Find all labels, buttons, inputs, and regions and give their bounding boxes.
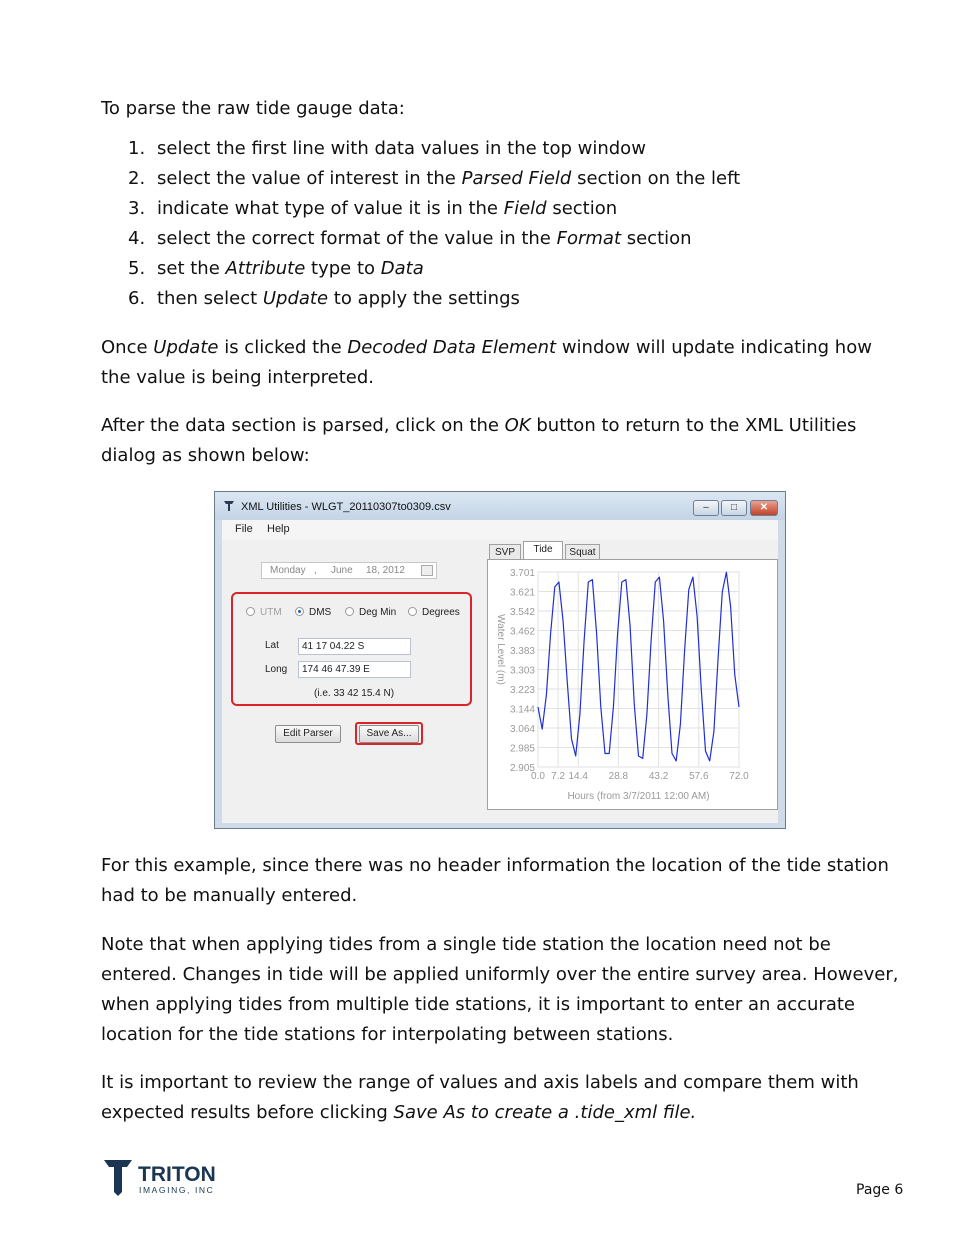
close-button[interactable]: ✕: [750, 500, 778, 516]
step-4: [128, 224, 692, 254]
step-emphasis: Update: [262, 288, 329, 309]
ok-paragraph: [101, 411, 901, 471]
step-3: [128, 194, 617, 224]
y-tick-label: 2.905: [509, 763, 535, 774]
logo-name: TRITON: [138, 1163, 216, 1186]
radio-degrees[interactable]: [408, 607, 460, 618]
step-text: section: [546, 198, 618, 219]
step-number: 2.: [128, 168, 146, 189]
step-text: section on the left: [571, 168, 741, 189]
xml-utilities-window: [214, 491, 786, 829]
y-tick-label: 3.064: [509, 724, 535, 735]
text-run: button to return to the XML Utilities dialog as shown below:: [101, 415, 857, 466]
text-run: It is important to review the range of values and axis labels and compare them with expected results before clicking: [101, 1072, 859, 1123]
step-number: 5.: [128, 258, 146, 279]
text-run: is clicked the: [218, 337, 348, 358]
tab-svp[interactable]: SVP: [489, 544, 521, 560]
menu-help[interactable]: Help: [267, 523, 290, 535]
text-run: window will update indicating how the value is being interpreted.: [101, 337, 872, 388]
date-day-number: 18, 2012: [366, 565, 405, 576]
y-tick-label: 3.144: [509, 704, 535, 716]
text-run: Once: [101, 337, 154, 358]
example-paragraph: For this example, since there was no header information the location of the tide station had to be manually entered.: [101, 855, 889, 906]
y-tick-label: 3.701: [509, 568, 535, 579]
tab-tide[interactable]: Tide: [523, 541, 563, 560]
step-number: 6.: [128, 288, 146, 309]
step-text: select the value of interest in the: [157, 168, 462, 189]
triton-logo-mark: [104, 1158, 224, 1198]
step-emphasis: Field: [503, 198, 547, 219]
date-month: June: [331, 565, 353, 576]
step-2: [128, 164, 740, 194]
radio-label: Degrees: [422, 607, 460, 618]
y-axis-label: Water Level (m): [495, 614, 506, 685]
review-paragraph: [101, 1068, 901, 1128]
radio-circle-icon: [345, 607, 354, 616]
radio-label: Deg Min: [359, 607, 397, 618]
text-emphasis: Decoded Data Element: [347, 337, 557, 358]
coordinate-format-hint: (i.e. 33 42 15.4 N): [314, 688, 395, 699]
step-6: [128, 284, 520, 314]
window-client: [222, 520, 778, 823]
coordinate-entry-group: [231, 592, 472, 706]
x-axis-label: Hours (from 3/7/2011 12:00 AM): [567, 791, 710, 802]
radio-label: UTM: [260, 607, 282, 618]
y-tick-label: 3.223: [509, 685, 535, 696]
lat-field[interactable]: 41 17 04.22 S: [298, 638, 411, 655]
page-number: Page 6: [856, 1182, 904, 1198]
step-emphasis: Format: [556, 228, 621, 249]
radio-circle-icon: [408, 607, 417, 616]
radio-circle-icon: [295, 607, 304, 616]
y-tick-label: 2.985: [509, 743, 535, 755]
text-emphasis: Save As to create a .tide_xml file.: [393, 1102, 697, 1123]
text-emphasis: OK: [504, 415, 531, 436]
step-text: indicate what type of value it is in the: [157, 198, 504, 219]
logo-sub: IMAGING, INC: [139, 1185, 215, 1195]
maximize-button[interactable]: □: [721, 500, 747, 516]
radio-label: DMS: [309, 607, 332, 618]
y-tick-label: 3.462: [509, 626, 535, 638]
date-day: Monday: [270, 565, 306, 576]
step-1: [128, 134, 646, 164]
tab-squat[interactable]: Squat: [565, 544, 600, 560]
step-number: 4.: [128, 228, 146, 249]
step-text: section: [621, 228, 692, 249]
step-text: to apply the settings: [328, 288, 520, 309]
y-tick-label: 3.621: [509, 587, 535, 599]
long-field[interactable]: 174 46 47.39 E: [298, 661, 411, 678]
step-text: set the: [157, 258, 226, 279]
step-5: [128, 254, 424, 284]
window-titlebar: [215, 492, 785, 520]
menu-file[interactable]: File: [235, 523, 253, 535]
date-separator: ,: [314, 565, 317, 576]
long-label: Long: [265, 664, 288, 675]
tide-chart: [488, 560, 777, 809]
step-text: select the correct format of the value in the: [157, 228, 557, 249]
triton-logo: [104, 1158, 224, 1203]
step-emphasis: Attribute: [225, 258, 306, 279]
y-tick-label: 3.303: [509, 665, 535, 677]
triton-app-icon: [224, 501, 234, 511]
calendar-icon[interactable]: [421, 565, 433, 576]
tide-chart-panel: [487, 559, 778, 810]
step-number: 1.: [128, 138, 146, 159]
radio-circle-icon: [246, 607, 255, 616]
lat-label: Lat: [265, 640, 279, 651]
x-tick-label: 7.2: [551, 771, 566, 782]
step-text: then select: [157, 288, 263, 309]
y-tick-label: 3.383: [509, 646, 535, 657]
date-picker[interactable]: [261, 562, 437, 579]
intro-text: To parse the raw tide gauge data:: [101, 98, 405, 119]
step-number: 3.: [128, 198, 146, 219]
radio-deg-min[interactable]: [345, 607, 396, 618]
window-title: XML Utilities - WLGT_20110307to0309.csv: [241, 501, 451, 513]
text-run: After the data section is parsed, click on the: [101, 415, 505, 436]
step-text: select the first line with data values in the top window: [157, 138, 646, 159]
update-paragraph: [101, 333, 901, 393]
x-tick-label: 14.4: [568, 771, 588, 782]
x-tick-label: 72.0: [729, 771, 749, 782]
edit-parser-button[interactable]: Edit Parser: [275, 725, 341, 743]
text-emphasis: Update: [153, 337, 219, 358]
radio-utm[interactable]: [246, 607, 282, 618]
x-tick-label: 43.2: [648, 771, 669, 782]
x-tick-label: 28.8: [608, 771, 629, 782]
note-paragraph: Note that when applying tides from a single tide station the location need not be entered. Changes in tide will be applied uniformly over the entire survey area. However, when applying tides from multiple tide stations, it is important to enter an accurate location for the tide stations for interpolating between stations.: [101, 934, 899, 1045]
step-emphasis: Data: [380, 258, 424, 279]
y-tick-label: 3.542: [509, 607, 535, 618]
save-as-button[interactable]: Save As...: [359, 725, 419, 743]
menubar: [222, 520, 778, 540]
radio-dms[interactable]: [295, 607, 331, 618]
step-text: type to: [305, 258, 381, 279]
step-emphasis: Parsed Field: [461, 168, 572, 189]
x-tick-label: 57.6: [689, 771, 709, 782]
minimize-button[interactable]: –: [693, 500, 719, 516]
x-tick-label: 0.0: [531, 771, 545, 782]
